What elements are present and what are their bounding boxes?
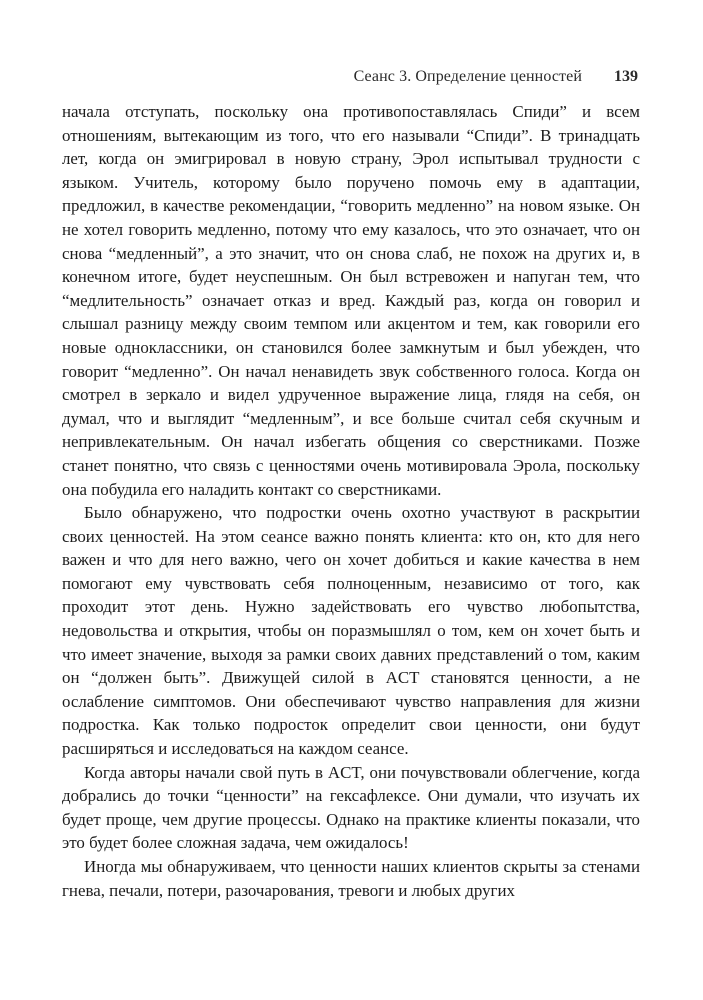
section-title: Сеанс 3. Определение ценностей: [353, 68, 582, 85]
paragraph-2: Было обнаружено, что подростки очень охотно участвуют в раскрытии своих ценностей. На этом сеансе важно понять клиента: кто он, кто для него важен и что для него важно, чего он хочет добиться и какие качества в нем помогают ему чувствовать себя полноценным, независимо от того, как проходит этот день. Нужно задействовать его чувство любопытства, недовольства и открытия, чтобы он поразмышлял о том, кем он хочет быть и что имеет значение, выходя за рамки своих давних представлений о том, каким он “должен быть”. Движущей силой в ACT становятся ценности, а не ослабление симптомов. Они обеспечивают чувство направления для жизни подростка. Как только подросток определит свои ценности, они будут расширяться и исследоваться на каждом сеансе.: [62, 503, 640, 759]
paragraph-3: Когда авторы начали свой путь в ACT, они почувствовали облегчение, когда добрались до точки “ценности” на гексафлексе. Они думали, что изучать их будет проще, чем другие процессы. Однако на практике клиенты показали, что это будет более сложная задача, чем ожидалось!: [62, 762, 640, 853]
paragraph-1: начала отступать, поскольку она противопоставлялась Спиди” и всем отношениям, вытекающим из того, что его называли “Спиди”. В тринадцать лет, когда он эмигрировал в новую страну, Эрол испытывал трудности с языком. Учитель, которому было поручено помочь ему в адаптации, предложил, в качестве рекомендации, “говорить медленно” на новом языке. Он не хотел говорить медленно, потому что ему казалось, что это означает, что он снова “медленный”, а это значит, что он снова слаб, не похож на других и, в конечном итоге, будет неуспешным. Он был встревожен и напуган тем, что “медлительность” означает отказ и вред. Каждый раз, когда он говорил и слышал разницу между своим темпом или акцентом и тем, как говорили его новые одноклассники, он становился более замкнутым и был убежден, что говорит “медленно”. Он начал ненавидеть звук собственного голоса. Когда он смотрел в зеркало и видел удрученное выражение лица, глядя на себя, он думал, что и выглядит “медленным”, и все больше считал себя скучным и непривлекательным. Он начал избегать общения со сверстниками. Позже станет понятно, что связь с ценностями очень мотивировала Эрола, поскольку она побудила его наладить контакт со сверстниками.: [62, 102, 640, 499]
page-number: 139: [614, 68, 638, 85]
body-text: [62, 100, 640, 902]
running-header: [62, 66, 638, 88]
paragraph-4: Иногда мы обнаруживаем, что ценности наших клиентов скрыты за стенами гнева, печали, потери, разочарования, тревоги и любых других: [62, 857, 640, 900]
